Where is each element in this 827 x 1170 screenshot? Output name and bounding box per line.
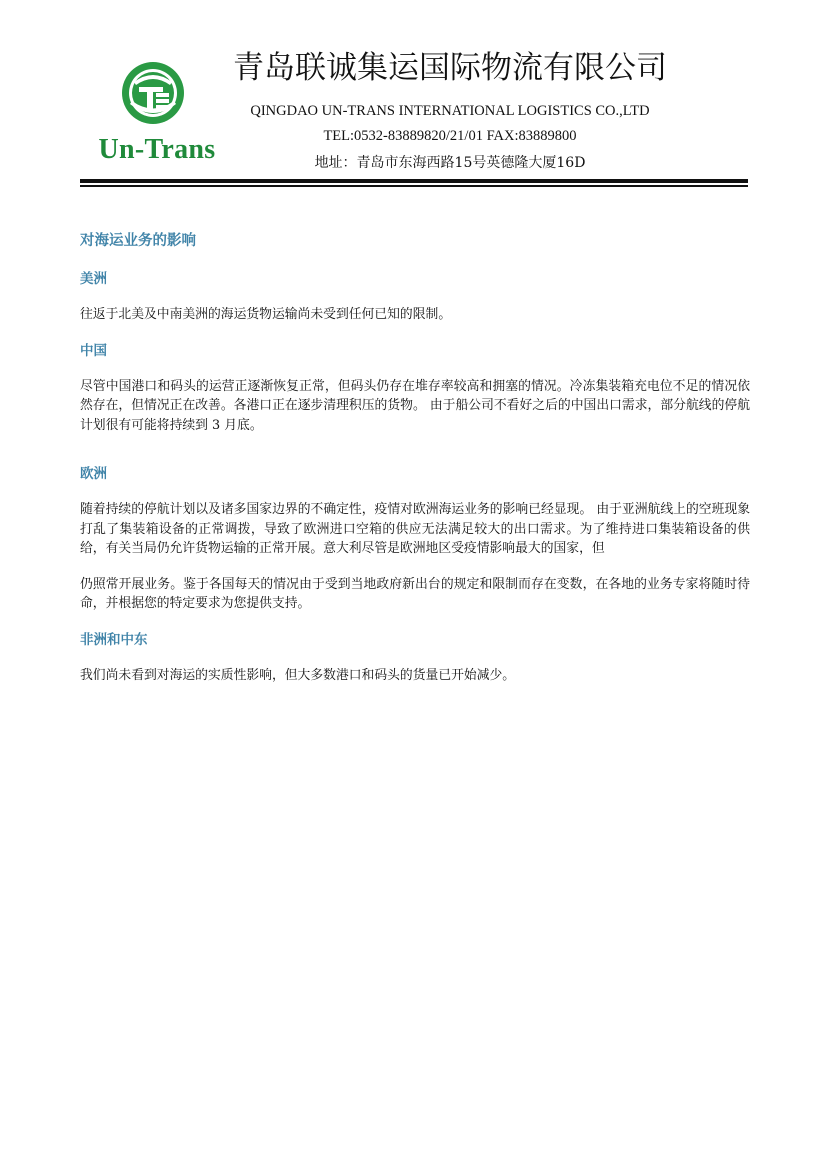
section-americas — [80, 269, 750, 325]
section-heading: 非洲和中东 — [80, 631, 148, 648]
spacer — [80, 451, 750, 464]
section-paragraph: 我们尚未看到对海运的实质性影响，但大多数港口和码头的货量已开始减少。 — [80, 667, 516, 683]
section-paragraph: 随着持续的停航计划以及诸多国家边界的不确定性，疫情对欧洲海运业务的影响已经显现。 由于亚洲航线上的空班现象打乱了集装箱设备的正常调拨，导致了欧洲进口空箱的供应无法满足较大的出口需求。为了维持进口集装箱设备的供给，有关当局仍允许货物运输的正常开展。意大利尽管是欧洲地区受疫情影响最大的国家，但 — [80, 502, 750, 556]
section-heading: 中国 — [80, 342, 107, 359]
section-paragraph: 尽管中国港口和码头的运营正逐渐恢复正常，但码头仍存在堆存率较高和拥塞的情况。冷冻集装箱充电位不足的情况依然存在，但情况正在改善。各港口正在逐步清理积压的货物。 由于船公司不看好之后的中国出口需求，部分航线的停航计划很有可能将持续到 3 月底。 — [80, 378, 750, 433]
logo-wordmark: Un-Trans — [98, 134, 216, 165]
section-africa-middle-east — [80, 630, 750, 686]
section-heading: 美洲 — [80, 271, 107, 287]
document-title: 对海运业务的影响 — [80, 233, 196, 249]
document-body — [80, 229, 750, 701]
company-name-english: QINGDAO UN-TRANS INTERNATIONAL LOGISTICS CO.,LTD — [250, 103, 650, 119]
header-divider-thick — [80, 179, 748, 183]
section-paragraph: 往返于北美及中南美洲的海运货物运输尚未受到任何已知的限制。 — [80, 307, 452, 322]
section-china — [80, 341, 750, 436]
section-europe — [80, 464, 750, 614]
section-heading: 欧洲 — [80, 466, 107, 482]
company-logo — [92, 60, 222, 172]
header-divider-thin — [80, 185, 748, 187]
section-paragraph: 仍照常开展业务。鉴于各国每天的情况由于受到当地政府新出台的规定和限制而存在变数，在各地的业务专家将随时待命，并根据您的特定要求为您提供支持。 — [80, 576, 750, 611]
company-name-chinese: 青岛联诚集运国际物流有限公司 — [233, 50, 667, 86]
letterhead — [0, 0, 827, 195]
company-contact: TEL:0532-83889820/21/01 FAX:83889800 — [323, 128, 577, 144]
company-address: 地址：青岛市东海西路15号英德隆大厦16D — [314, 155, 586, 171]
un-trans-logo-icon — [120, 60, 186, 126]
